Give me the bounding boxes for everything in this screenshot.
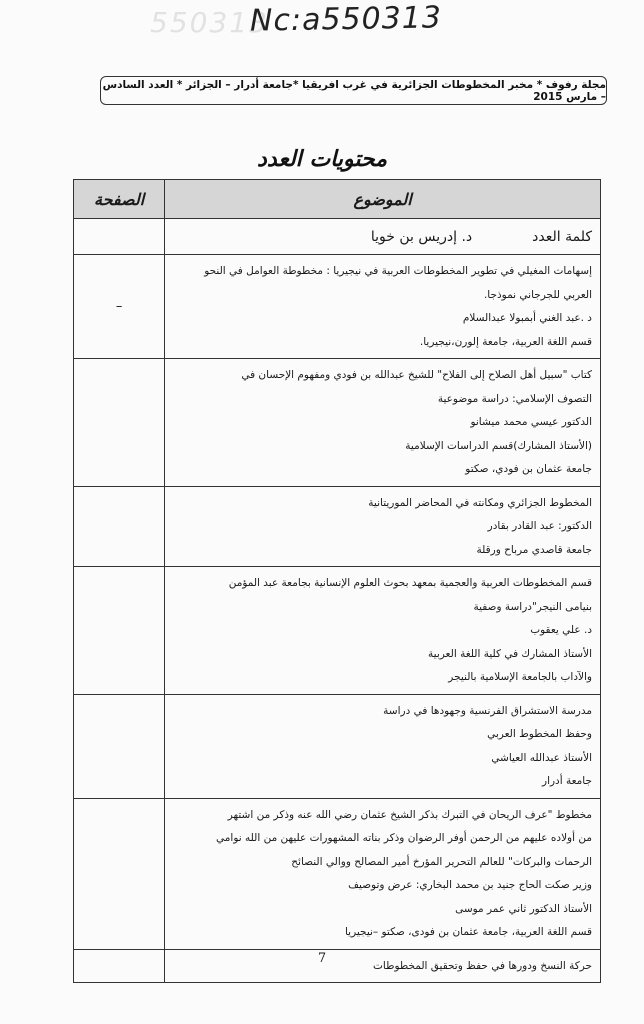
stamp-bleed-through: 550313 xyxy=(150,6,269,39)
toc-row xyxy=(74,255,601,359)
topic-header: الموضوع xyxy=(165,180,601,219)
toc-line: التصوف الإسلامي: دراسة موضوعية xyxy=(437,392,592,405)
page-header: الصفحة xyxy=(74,180,165,219)
toc-line: قسم المخطوطات العربية والعجمية بمعهد بحوث العلوم الإنسانية بجامعة عبد المؤمن xyxy=(228,577,592,589)
editorial-author: د. إدريس بن خويا xyxy=(370,229,473,245)
toc-line: الأستاذ الدكتور ثاني عمر موسى xyxy=(455,902,592,915)
toc-line: الأستاذ عبدالله العياشي xyxy=(491,751,592,764)
toc-page xyxy=(74,567,165,695)
toc-header-row xyxy=(74,180,601,219)
toc-page xyxy=(74,359,165,487)
toc-line: إسهامات المغيلي في تطوير المخطوطات العربية في نيجيريا : مخطوطة العوامل في النحو xyxy=(204,265,592,277)
toc-row xyxy=(74,359,601,487)
toc-row xyxy=(74,219,601,255)
toc-line: وحفظ المخطوط العربي xyxy=(487,728,592,740)
page-number: 7 xyxy=(317,951,327,966)
toc-row xyxy=(74,694,601,798)
toc-line: جامعة قاصدي مرباح ورقلة xyxy=(476,543,592,556)
toc-line: د. علي يعقوب xyxy=(530,624,592,636)
toc-line: كتاب "سبيل أهل الصلاح إلى الفلاح" للشيخ عبدالله بن فودي ومفهوم الإحسان في xyxy=(241,369,592,381)
toc-topic xyxy=(165,567,601,695)
toc-row xyxy=(74,486,601,567)
toc-line: (الأستاذ المشارك)قسم الدراسات الإسلامية xyxy=(405,439,592,452)
handwritten-stamp: Nc:a550313 xyxy=(249,0,443,39)
toc-page: – xyxy=(74,255,165,359)
toc-page xyxy=(74,486,165,567)
toc-page xyxy=(74,219,165,255)
toc-line: الأستاذ المشارك في كلية اللغة العربية xyxy=(428,647,592,660)
toc-line: من أولاده عليهم من الرحمن أوفر الرضوان وذكر بناته المشهورات عليهن من الله نوامي xyxy=(216,832,592,844)
toc-line: جامعة أدرار xyxy=(542,775,592,787)
toc-line: المخطوط الجزائري ومكانته في المحاضر الموريتانية xyxy=(368,496,592,509)
toc-line: قسم اللغة العربية، جامعة عثمان بن فودى، صكتو –نيجيريا xyxy=(344,926,592,938)
toc-line: الدكتور: عبد القادر بقادر xyxy=(487,520,592,532)
toc-table xyxy=(73,179,601,983)
toc-line: الرحمات والبركات" للعالم التحرير المؤرخ أمير المصالح ووالي النصائح xyxy=(291,855,592,868)
toc-page xyxy=(74,694,165,798)
toc-row xyxy=(74,798,601,949)
toc-line: قسم اللغة العربية، جامعة إلورن،نيجيريا. xyxy=(419,335,592,348)
toc-topic xyxy=(165,219,601,255)
toc-topic xyxy=(165,486,601,567)
toc-topic xyxy=(165,694,601,798)
toc-line: العربي للجرجاني نموذجا. xyxy=(483,288,592,301)
toc-line: بنيامى النيجر"دراسة وصفية xyxy=(473,600,592,613)
toc-row xyxy=(74,567,601,695)
toc-page xyxy=(74,798,165,949)
toc-line xyxy=(171,224,592,250)
journal-header: مجلة رفوف * مخبر المخطوطات الجزائرية في غرب افريقيا *جامعة أدرار – الجزائر * العدد السادس – مارس 2015 xyxy=(100,76,607,105)
toc-topic xyxy=(165,798,601,949)
toc-topic xyxy=(165,359,601,487)
editorial-title: كلمة العدد xyxy=(532,229,592,245)
toc-title: محتويات العدد xyxy=(257,146,387,172)
toc-line: وزير صكت الحاج جنيد بن محمد البخاري: عرض وتوصيف xyxy=(348,879,592,891)
toc-line: مدرسة الاستشراق الفرنسية وجهودها في دراسة xyxy=(383,704,592,717)
toc-line: جامعة عثمان بن فودي، صكتو xyxy=(465,463,592,475)
toc-line: حركة النسخ ودورها في حفظ وتحقيق المخطوطات xyxy=(373,959,592,972)
toc-line: الدكتور عيسي محمد ميشانو xyxy=(470,416,592,428)
toc-line: والآداب بالجامعة الإسلامية بالنيجر xyxy=(448,671,592,683)
toc-topic xyxy=(165,255,601,359)
toc-line: مخطوط "عرف الريحان في التبرك بذكر الشيخ عثمان رضي الله عنه وذكر من اشتهر xyxy=(227,808,592,821)
toc-line: د .عبد الغني أبمبولا عبدالسلام xyxy=(462,312,592,324)
